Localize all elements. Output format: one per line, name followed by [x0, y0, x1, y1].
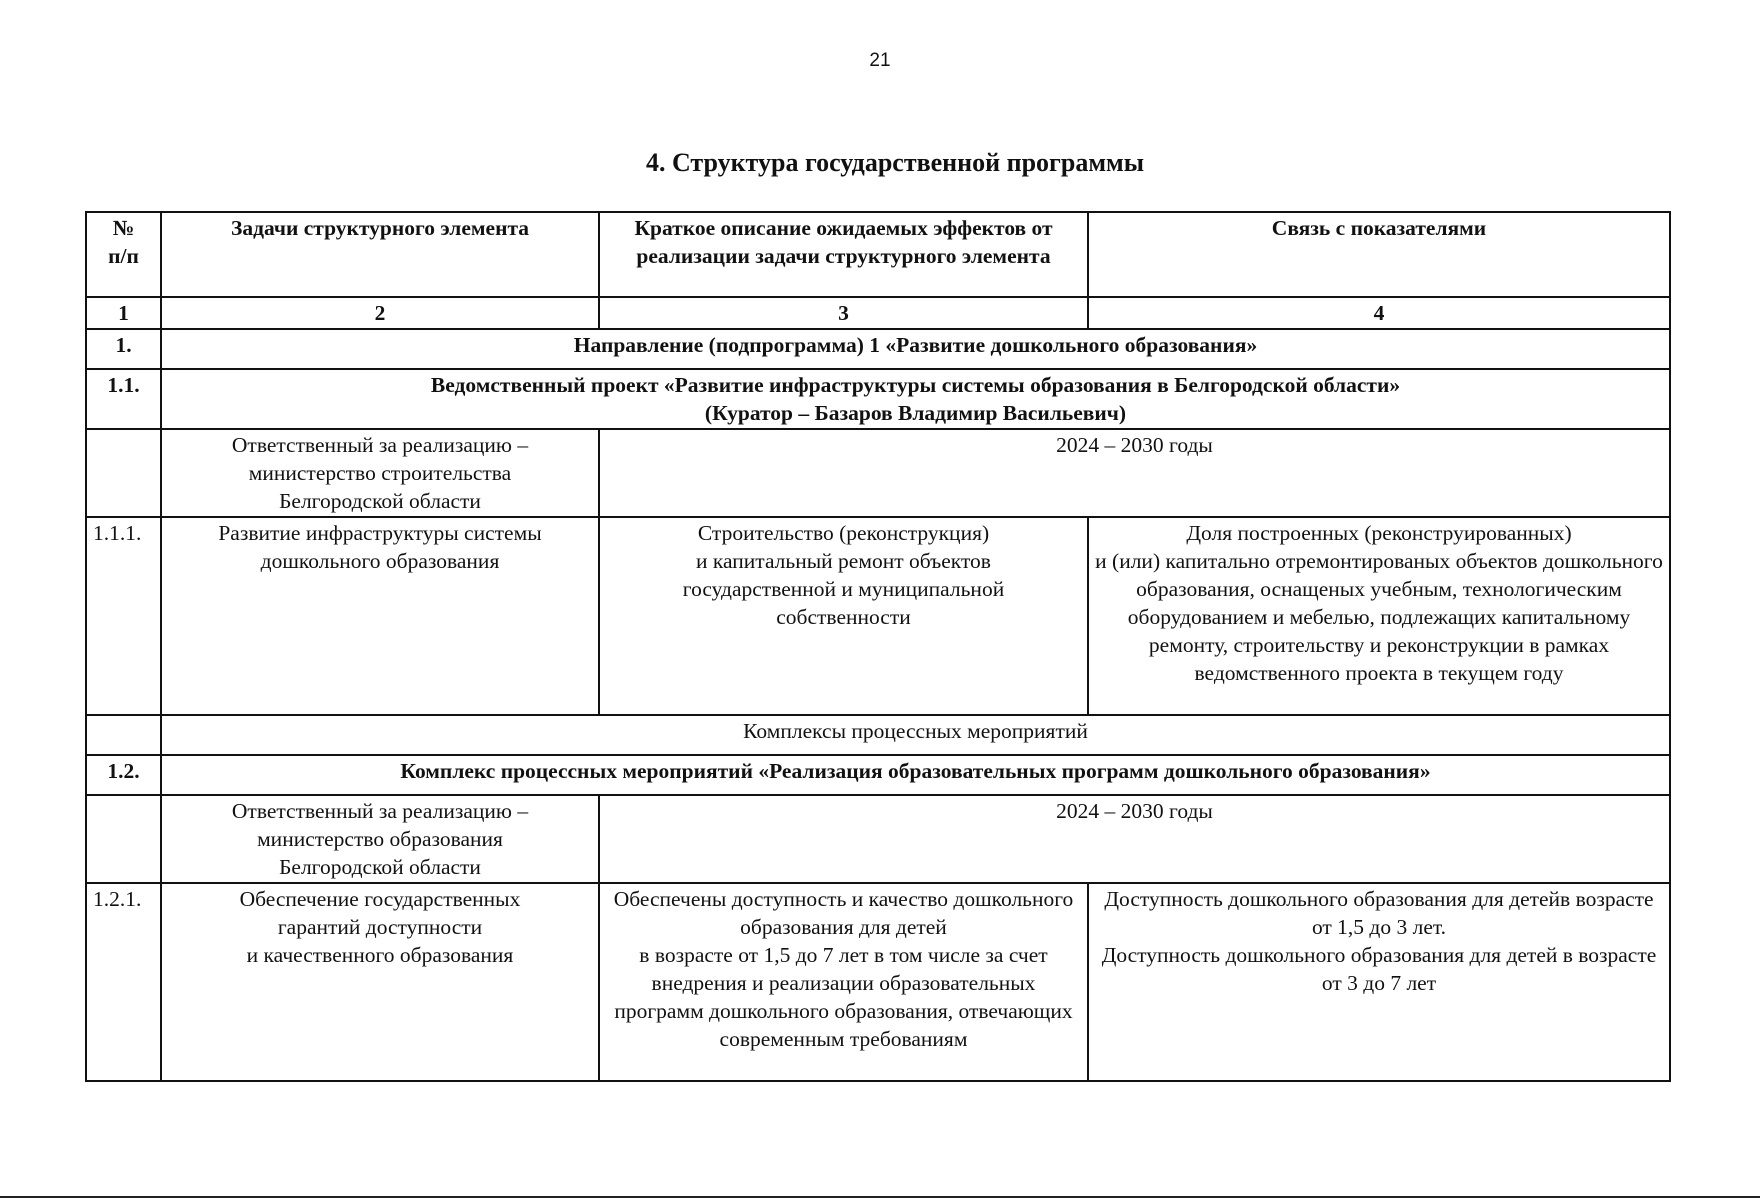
header-effects: Краткое описание ожидаемых эффектов от реализации задачи структурного элемента [599, 212, 1088, 297]
col-number: 2 [161, 297, 599, 329]
project-curator: (Куратор – Базаров Владимир Васильевич) [704, 401, 1127, 425]
header-tasks: Задачи структурного элемента [161, 212, 599, 297]
project-row [86, 369, 1670, 429]
direction-row [86, 329, 1670, 369]
header-indicators: Связь с показателями [1088, 212, 1670, 297]
task-text: Развитие инфраструктуры системы дошкольного образования [161, 517, 599, 715]
project-cell [161, 369, 1670, 429]
column-number-row [86, 297, 1670, 329]
project-period: 2024 – 2030 годы [599, 429, 1670, 517]
task-indicator: Доступность дошкольного образования для детейв возрасте от 1,5 до 3 лет. Доступность дошкольного образования для детей в возрасте от 3 до 7 лет [1088, 883, 1670, 1081]
bottom-divider [0, 1196, 1760, 1198]
table-header-row [86, 212, 1670, 297]
task-indicator: Доля построенных (реконструированных) и (или) капитально отремонтированых объектов дошкольного образования, оснащеных учебным, технологическим оборудованием и мебелью, подлежащих капитальному ремонту, строительству и реконструкции в рамках ведомственного проекта в текущем году [1088, 517, 1670, 715]
header-num: № п/п [86, 212, 161, 297]
empty-cell [86, 429, 161, 517]
complex-responsible: Ответственный за реализацию – министерство образования Белгородской области [161, 795, 599, 883]
page-number: 21 [869, 50, 891, 71]
task-num: 1.1.1. [86, 517, 161, 715]
task-row-1-1-1 [86, 517, 1670, 715]
task-text: Обеспечение государственных гарантий доступности и качественного образования [161, 883, 599, 1081]
task-effect: Обеспечены доступность и качество дошкольного образования для детей в возрасте от 1,5 до 7 лет в том числе за счет внедрения и реализации образовательных программ дошкольного образования, отвечающих современным требованиям [599, 883, 1088, 1081]
complex-period: 2024 – 2030 годы [599, 795, 1670, 883]
complex-row [86, 755, 1670, 795]
structure-table [85, 211, 1671, 1082]
complex-num: 1.2. [86, 755, 161, 795]
project-num: 1.1. [86, 369, 161, 429]
process-header-row [86, 715, 1670, 755]
project-title: Ведомственный проект «Развитие инфраструктуры системы образования в Белгородской области» [430, 373, 1401, 397]
process-header: Комплексы процессных мероприятий [161, 715, 1670, 755]
task-effect: Строительство (реконструкция) и капитальный ремонт объектов государственной и муниципальной собственности [599, 517, 1088, 715]
complex-title: Комплекс процессных мероприятий «Реализация образовательных программ дошкольного образования» [161, 755, 1670, 795]
complex-responsible-row [86, 795, 1670, 883]
project-responsible-row [86, 429, 1670, 517]
col-number: 3 [599, 297, 1088, 329]
task-row-1-2-1 [86, 883, 1670, 1081]
col-number: 1 [86, 297, 161, 329]
task-num: 1.2.1. [86, 883, 161, 1081]
empty-cell [86, 715, 161, 755]
direction-num: 1. [86, 329, 161, 369]
col-number: 4 [1088, 297, 1670, 329]
project-responsible: Ответственный за реализацию – министерство строительства Белгородской области [161, 429, 599, 517]
section-title: 4. Структура государственной программы [645, 148, 1145, 177]
empty-cell [86, 795, 161, 883]
direction-title: Направление (подпрограмма) 1 «Развитие дошкольного образования» [161, 329, 1670, 369]
